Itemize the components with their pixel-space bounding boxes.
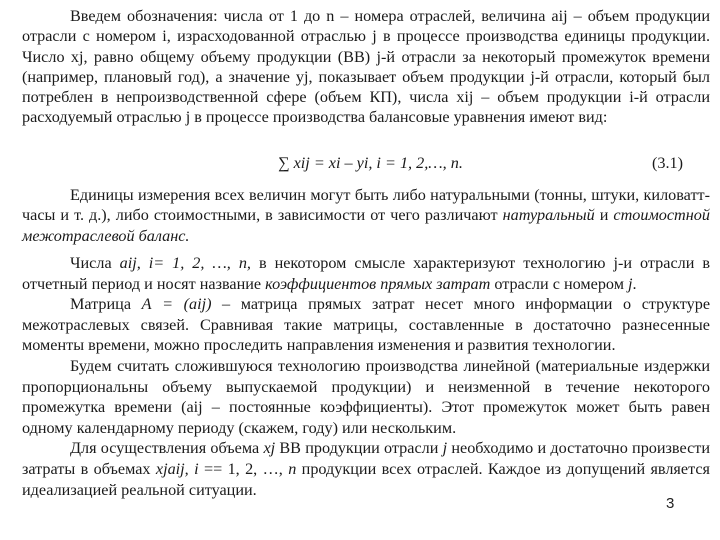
matrix-paragraph: Матрица А = (aij) – матрица прямых затрат несет много информации о структуре межотраслевых связей. Сравнивая такие матрицы, составленные в достаточно разнесенные моменты времени, можно проследить направления изменения и развития технологии. — [22, 295, 711, 355]
direct-cost-coefficients-term: коэффициентов прямых затрат — [265, 274, 491, 293]
cost-balance-term: стоимостной межотраслевой баланс. — [22, 206, 710, 245]
coefficients-paragraph: Числа aij, i= 1, 2, …, n, в некотором смысле характеризуют технологию j-и отрасли в отчетный период и носят название коэффициентов прямых затрат отрасли с номером j. — [22, 254, 710, 293]
natural-balance-term: натуральный — [502, 206, 595, 225]
coefficients-text-block — [22, 253, 710, 500]
intro-paragraph: Введем обозначения: числа от 1 до n – номера отраслей, величина aij – объем продукции отрасли с номером i, израсходованной отраслью j в процессе производства единицы продукции. Число xj, равно общему объему продукции (ВВ) j-й отрасли за некоторый промежуток времени (например, плановый год), а значение yj, показывает объем продукции j-й отрасли, который был потреблен в непроизводственной сфере (объем КП), числа xij – объем продукции i-й отрасли расходуемый отраслью j в процессе производства балансовые уравнения имеют вид: — [22, 7, 710, 127]
page-number: 3 — [666, 495, 675, 512]
balance-equation — [0, 154, 720, 178]
output-volume-paragraph: Для осуществления объема xj ВВ продукции отрасли j необходимо и достаточно произвести затраты в объемах xjaij, i == 1, 2, …, n продукции всех отраслей. Каждое из допущений является идеализацией реальной ситуации. — [22, 439, 710, 499]
equation-number: (3.1) — [652, 154, 684, 172]
equation-expression: ∑ xij = xi – yi, i = 1, 2,…, n. — [278, 154, 463, 172]
linear-technology-paragraph: Будем считать сложившуюся технологию производства линейной (материальные издержки пропорциональны объему выпускаемой продукции) и неизменной в течение некоторого промежутка времени (aij – постоянные коэффициенты). Этот промежуток может быть равен одному календарному периоду (скажем, году) или нескольким. — [22, 356, 710, 437]
units-paragraph: Единицы измерения всех величин могут быть либо натуральными (тонны, штуки, киловатт-часы и т. д.), либо стоимостными, в зависимости от чего различают натуральный и стоимостной межотраслевой баланс. — [22, 186, 710, 245]
